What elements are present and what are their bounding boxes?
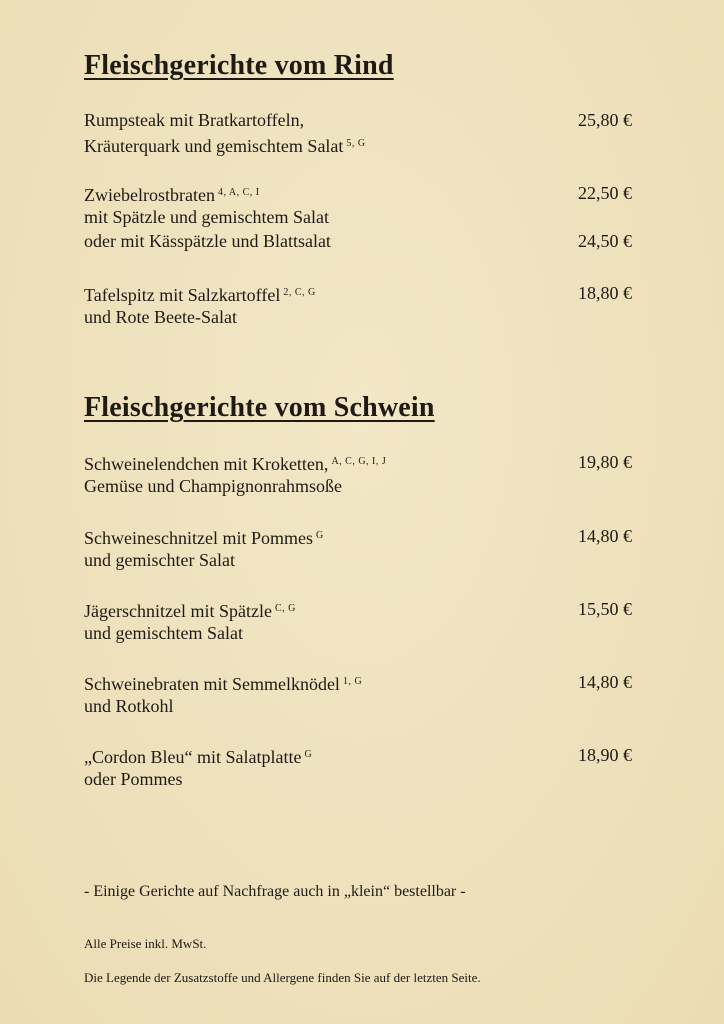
allergen-codes: 1, G — [342, 676, 363, 687]
vat-note: Alle Preise inkl. MwSt. — [84, 936, 207, 951]
price-tafelspitz: 18,80 € — [578, 283, 632, 303]
dish-zwiebelrostbraten-line1: Zwiebelrostbraten $^{4, A, C, I}$ — [84, 185, 260, 205]
price-schweinebraten: 14,80 € — [578, 672, 632, 692]
allergen-codes: G — [315, 530, 324, 541]
section-title-schwein: Fleischgerichte vom Schwein — [84, 392, 435, 423]
small-portions-note: - Einige Gerichte auf Nachfrage auch in „klein“ bestellbar - — [84, 883, 466, 900]
dish-cordon-bleu-line2: oder Pommes — [84, 769, 183, 789]
price-jaegerschnitzel: 15,50 € — [578, 599, 632, 619]
dish-schweineschnitzel-line2: und gemischter Salat — [84, 550, 235, 570]
allergen-codes: A, C, G, I, J — [331, 456, 387, 467]
dish-schweinebraten-line2: und Rotkohl — [84, 696, 174, 716]
section-title-rind: Fleischgerichte vom Rind — [84, 50, 394, 81]
dish-schweineschnitzel-line1: Schweineschnitzel mit Pommes $^G$ — [84, 528, 324, 548]
dish-zwiebelrostbraten-line2: mit Spätzle und gemischtem Salat — [84, 207, 329, 227]
allergen-codes: 4, A, C, I — [217, 187, 260, 198]
price-rumpsteak: 25,80 € — [578, 110, 632, 130]
price-schweinelendchen: 19,80 € — [578, 452, 632, 472]
dish-tafelspitz-line1: Tafelspitz mit Salzkartoffel $^{2, C, G}$ — [84, 285, 316, 305]
allergen-codes: 2, C, G — [283, 287, 316, 298]
dish-jaegerschnitzel-line2: und gemischtem Salat — [84, 623, 243, 643]
price-schweineschnitzel: 14,80 € — [578, 526, 632, 546]
price-zwiebelrostbraten-kaesspaetzle: 24,50 € — [578, 231, 632, 251]
dish-tafelspitz-line2: und Rote Beete-Salat — [84, 307, 237, 327]
dish-jaegerschnitzel-line1: Jägerschnitzel mit Spätzle $^{C, G}$ — [84, 601, 296, 621]
price-cordon-bleu: 18,90 € — [578, 745, 632, 765]
dish-zwiebelrostbraten-line3: oder mit Kässpätzle und Blattsalat — [84, 231, 331, 251]
dish-rumpsteak-line1: Rumpsteak mit Bratkartoffeln, — [84, 110, 305, 130]
allergen-codes: 5, G — [346, 138, 366, 149]
allergen-codes: G — [304, 749, 313, 760]
allergen-codes: C, G — [274, 603, 296, 614]
dish-rumpsteak-line2: Kräuterquark und gemischtem Salat $^{5, G}$ — [84, 136, 366, 156]
dish-schweinelendchen-line1: Schweinelendchen mit Kroketten, $^{A, C, G, I, J}$ — [84, 454, 387, 474]
dish-cordon-bleu-line1: „Cordon Bleu“ mit Salatplatte $^G$ — [84, 747, 313, 767]
dish-schweinelendchen-line2: Gemüse und Champignonrahmsoße — [84, 476, 342, 496]
dish-schweinebraten-line1: Schweinebraten mit Semmelknödel $^{1, G}$ — [84, 674, 363, 694]
price-zwiebelrostbraten: 22,50 € — [578, 183, 632, 203]
legend-note: Die Legende der Zusatzstoffe und Allergene finden Sie auf der letzten Seite. — [84, 970, 481, 985]
